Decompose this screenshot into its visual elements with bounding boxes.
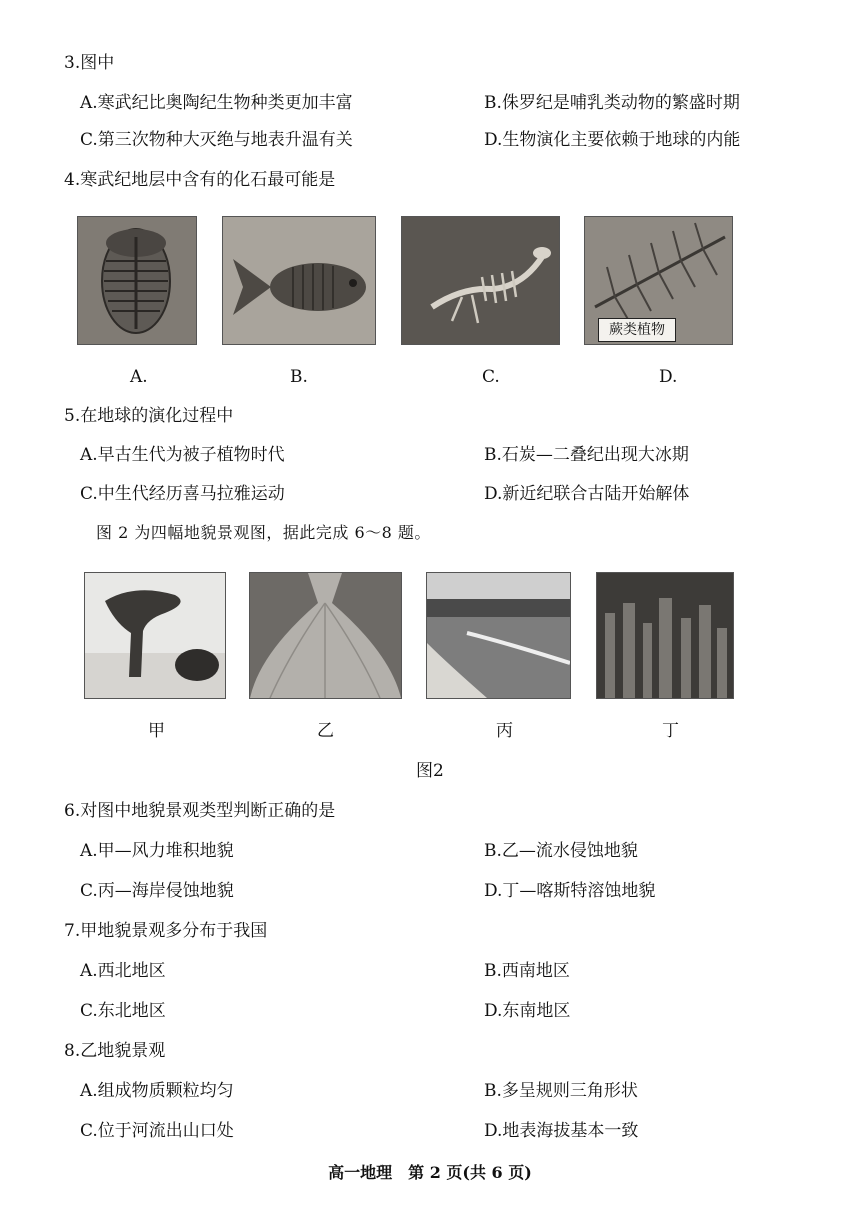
q5-option-c: C.中生代经历喜马拉雅运动	[80, 484, 285, 504]
mushroom-rock-image	[84, 572, 226, 699]
q6-option-d: D.丁—喀斯特溶蚀地貌	[484, 881, 656, 901]
q4-image-label-d: D.	[659, 367, 678, 387]
q7-option-a: A.西北地区	[80, 961, 166, 981]
q3-option-a: A.寒武纪比奥陶纪生物种类更加丰富	[80, 93, 353, 113]
q7-option-b: B.西南地区	[484, 961, 570, 981]
q7-option-c: C.东北地区	[80, 1001, 166, 1021]
stone-forest-image	[596, 572, 734, 699]
fish-fossil-image	[222, 216, 376, 345]
page-footer: 高一地理 第 2 页(共 6 页)	[328, 1163, 532, 1182]
alluvial-fan-image	[249, 572, 402, 699]
q8-stem: 8.乙地貌景观	[64, 1041, 166, 1061]
q4-image-label-b: B.	[290, 367, 308, 387]
q6-option-b: B.乙—流水侵蚀地貌	[484, 841, 638, 861]
reptile-fossil-icon	[402, 217, 559, 344]
mushroom-rock-landform-icon	[85, 573, 225, 698]
fern-caption: 蕨类植物	[598, 318, 676, 342]
beach-coast-image	[426, 572, 571, 699]
beach-coast-landform-icon	[427, 573, 570, 698]
fern-fossil-image	[584, 216, 733, 345]
q8-option-a: A.组成物质颗粒均匀	[80, 1081, 234, 1101]
alluvial-fan-landform-icon	[250, 573, 401, 698]
figure2-label-jia: 甲	[148, 721, 165, 741]
q3-option-d: D.生物演化主要依赖于地球的内能	[484, 130, 741, 150]
q6-option-c: C.丙—海岸侵蚀地貌	[80, 881, 234, 901]
q8-option-c: C.位于河流出山口处	[80, 1121, 234, 1141]
q5-option-d: D.新近纪联合古陆开始解体	[484, 484, 690, 504]
q3-stem: 3.图中	[64, 53, 115, 73]
q4-image-label-c: C.	[482, 367, 500, 387]
q8-option-d: D.地表海拔基本一致	[484, 1121, 639, 1141]
q3-option-b: B.侏罗纪是哺乳类动物的繁盛时期	[484, 93, 740, 113]
q7-stem: 7.甲地貌景观多分布于我国	[64, 921, 268, 941]
trilobite-fossil-image	[77, 216, 197, 345]
figure2-caption: 图2	[416, 761, 444, 781]
q4-stem: 4.寒武纪地层中含有的化石最可能是	[64, 170, 336, 190]
q6-stem: 6.对图中地貌景观类型判断正确的是	[64, 801, 336, 821]
q5-stem: 5.在地球的演化过程中	[64, 406, 234, 426]
q7-option-d: D.东南地区	[484, 1001, 571, 1021]
figure2-intro: 图 2 为四幅地貌景观图，据此完成 6～8 题。	[96, 523, 431, 542]
q6-option-a: A.甲—风力堆积地貌	[80, 841, 234, 861]
trilobite-fossil-icon	[78, 217, 196, 344]
q8-option-b: B.多呈规则三角形状	[484, 1081, 638, 1101]
q5-option-a: A.早古生代为被子植物时代	[80, 445, 285, 465]
stone-forest-landform-icon	[597, 573, 733, 698]
reptile-fossil-image	[401, 216, 560, 345]
figure2-label-bing: 丙	[496, 721, 513, 741]
figure2-label-ding: 丁	[662, 721, 679, 741]
figure2-label-yi: 乙	[317, 721, 334, 741]
q3-option-c: C.第三次物种大灭绝与地表升温有关	[80, 130, 353, 150]
fish-fossil-icon	[223, 217, 375, 344]
q4-image-label-a: A.	[130, 367, 148, 387]
q5-option-b: B.石炭—二叠纪出现大冰期	[484, 445, 689, 465]
